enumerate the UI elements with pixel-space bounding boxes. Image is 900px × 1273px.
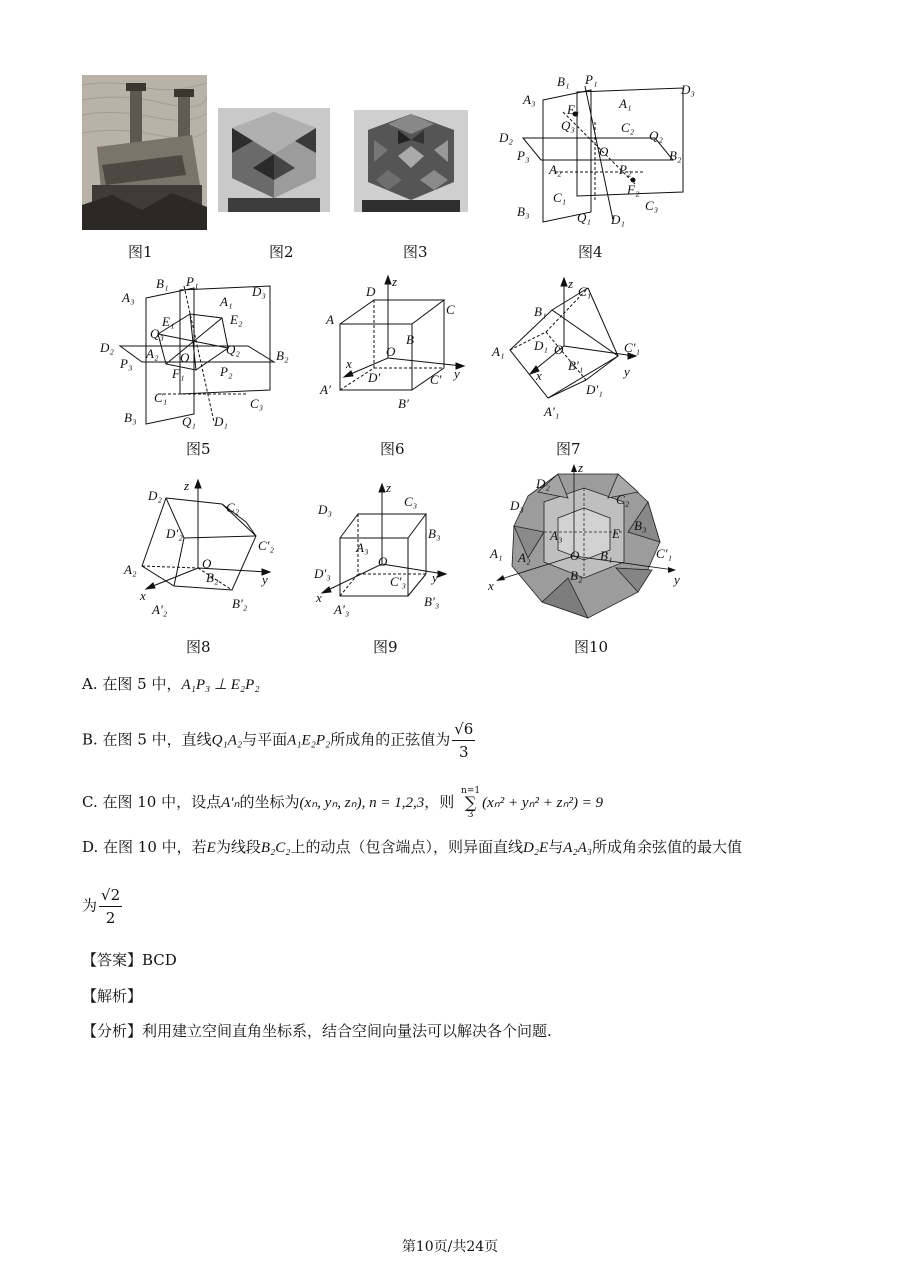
option-b-text3: 所成角的正弦值为: [330, 730, 451, 749]
figure-3-image: [354, 110, 468, 212]
fig7-label: D′₁: [586, 382, 603, 397]
fig9-label: A′₃: [334, 602, 350, 617]
option-b: [82, 718, 477, 763]
figure-10-caption: 图10: [574, 638, 609, 656]
fig4-label: F₂: [627, 182, 640, 197]
fig8-label: B′₂: [232, 596, 248, 611]
fig9-label: C₃: [404, 494, 418, 509]
fig10-label: z: [578, 462, 584, 475]
fig6-label: x: [346, 356, 352, 371]
figure-8-diagram: [122, 472, 282, 622]
figure-4-caption: 图4: [578, 243, 603, 261]
fig7-label: B′₁: [568, 358, 584, 373]
fig4-label: Q₁: [577, 210, 591, 225]
fig8-label: O: [202, 556, 212, 571]
fig8-label: y: [262, 572, 268, 587]
option-c: [82, 786, 603, 820]
figure-1-image: [82, 75, 207, 230]
option-b-line: Q₁A₂: [211, 732, 243, 749]
fig4-label: P₂: [619, 162, 632, 177]
fig10-label: B₂: [570, 568, 583, 583]
option-d-line-b: A₂A₃: [563, 840, 592, 856]
fig4-label: B₁: [557, 74, 570, 89]
fig7-label: O: [554, 342, 564, 357]
option-d-line-a: D₂E: [522, 840, 549, 856]
fig4-label: E₁: [567, 102, 580, 117]
fig6-label: C′: [430, 372, 442, 387]
fig4-label: B₂: [669, 148, 682, 163]
option-c-expression: (xₙ² + yₙ² + zₙ²) = 9: [482, 795, 604, 811]
fig6-label: z: [392, 274, 398, 289]
option-d-fraction: [99, 884, 122, 929]
fig7-label: B₁: [534, 304, 547, 319]
figure-5-diagram: [98, 274, 298, 434]
fig5-label: Q₁: [182, 414, 196, 429]
fig8-label: C′₂: [258, 538, 275, 553]
fig5-label: C₃: [250, 396, 264, 411]
fig8-label: x: [140, 588, 146, 603]
fig4-label: P₃: [517, 148, 530, 163]
option-d-denominator: 2: [105, 909, 116, 927]
fig6-label: D′: [368, 370, 381, 385]
option-d-text6: 为: [82, 896, 98, 915]
fig6-label: y: [454, 366, 460, 381]
figure-8-caption: 图8: [186, 638, 211, 656]
fig5-label: P₃: [120, 356, 133, 371]
option-b-plane: A₁E₂P₂: [287, 732, 331, 749]
fig4-label: Q₂: [649, 128, 663, 143]
fig5-label: C₁: [154, 390, 168, 405]
fig9-label: B₃: [428, 526, 441, 541]
figure-9-caption: 图9: [373, 638, 398, 656]
fig10-label: B₁: [600, 548, 613, 563]
fig8-label: D′₂: [166, 526, 183, 541]
fig9-label: x: [316, 590, 322, 605]
fig9-label: B′₃: [424, 594, 440, 609]
option-c-text3: ，则: [424, 793, 455, 811]
fig9-label: O: [378, 554, 388, 569]
fig7-label: C₁: [578, 284, 592, 299]
figure-10-diagram: [488, 462, 688, 627]
fig5-label: A₁: [220, 294, 233, 309]
option-c-coords: (xₙ, yₙ, zₙ), n = 1,2,3: [299, 795, 425, 811]
option-d-point: E: [206, 840, 216, 856]
figure-2-image: [218, 108, 330, 212]
option-c-text2: 的坐标为: [239, 793, 300, 811]
fig9-label: z: [386, 480, 392, 495]
option-b-fraction: [452, 718, 475, 763]
fig7-label: z: [568, 276, 574, 291]
option-d-text: D. 在图 10 中，若: [82, 838, 207, 856]
fig4-label: C₂: [621, 120, 635, 135]
fig8-label: z: [184, 478, 190, 493]
option-c-sum-bottom: 3: [467, 810, 474, 820]
fig7-label: y: [624, 364, 630, 379]
option-d-segment: B₂C₂: [260, 840, 291, 856]
figure-4-diagram: [495, 72, 700, 232]
fig6-label: A: [326, 312, 334, 327]
fig5-label: Q₃: [150, 326, 164, 341]
option-b-numerator: √6: [452, 718, 475, 741]
fig6-label: D: [366, 284, 376, 299]
fig4-label: D₃: [681, 82, 695, 97]
fig7-label: x: [536, 368, 542, 383]
option-d-text2: 为线段: [215, 838, 261, 856]
fig7-label: D₁: [534, 338, 548, 353]
fig7-label: A′₁: [544, 404, 560, 419]
fig5-label: D₁: [214, 414, 228, 429]
fig4-label: D₁: [611, 212, 625, 227]
fig4-label: A₁: [619, 96, 632, 111]
fig10-label: C₂: [616, 492, 630, 507]
option-c-sum: n=1 ∑ 3: [461, 786, 481, 820]
page-footer: 第10页/共24页: [401, 1239, 499, 1255]
option-b-text: B. 在图 5 中，直线: [82, 730, 212, 749]
option-b-denominator: 3: [459, 743, 469, 761]
option-a-math: A₁P₃ ⊥ E₂P₂: [181, 677, 260, 693]
option-c-sum-top: n=1: [461, 786, 481, 796]
fig9-label: D₃: [318, 502, 332, 517]
fig5-label: B₂: [276, 348, 289, 363]
figure-1-caption: 图1: [128, 243, 153, 261]
option-c-text: C. 在图 10 中，设点: [82, 793, 222, 811]
fig5-label: A₃: [122, 290, 135, 305]
fig5-label: D₃: [252, 284, 266, 299]
option-d-numerator: √2: [99, 884, 122, 907]
fig8-label: A′₂: [152, 602, 168, 617]
fig6-label: B: [406, 332, 414, 347]
figure-7-diagram: [488, 272, 648, 422]
option-b-text2: 与平面: [242, 730, 288, 749]
fig10-label: A₂: [518, 550, 531, 565]
fig6-label: O: [386, 344, 396, 359]
fig10-label: x: [488, 578, 494, 593]
fig4-label: D₂: [499, 130, 513, 145]
option-d-text5: 所成角余弦值的最大值: [591, 838, 742, 856]
fig9-label: C′₃: [390, 574, 407, 589]
fig8-label: B₂: [206, 570, 219, 585]
fig10-label: C′₁: [656, 546, 673, 561]
option-d-text4: 与: [548, 838, 564, 856]
fig4-label: Q₃: [561, 118, 575, 133]
analysis-text: 【分析】利用建立空间直角坐标系，结合空间向量法可以解决各个问题.: [82, 1022, 552, 1040]
fig6-label: A′: [320, 382, 331, 397]
analysis-title: 【解析】: [82, 987, 143, 1005]
figure-7-caption: 图7: [556, 440, 581, 458]
option-a-text: A. 在图 5 中，: [82, 675, 182, 693]
fig5-label: F₁: [172, 366, 185, 381]
figure-6-diagram: [318, 272, 468, 422]
fig5-label: A₂: [146, 346, 159, 361]
fig4-label: C₁: [553, 190, 567, 205]
option-a: [82, 673, 260, 696]
fig4-label: O: [599, 144, 609, 159]
fig5-label: P₂: [220, 364, 233, 379]
figure-5-caption: 图5: [186, 440, 211, 458]
fig10-label: E: [612, 526, 620, 541]
fig8-label: C₂: [226, 500, 240, 515]
fig5-label: P₁: [186, 274, 199, 289]
fig9-label: A₃: [356, 540, 369, 555]
fig4-label: B₃: [517, 204, 530, 219]
fig4-label: C₃: [645, 198, 659, 213]
fig6-label: C: [446, 302, 455, 317]
fig5-label: D₂: [100, 340, 114, 355]
option-d-text3: 上的动点（包含端点），则异面直线: [290, 838, 523, 856]
figure-6-caption: 图6: [380, 440, 405, 458]
figure-9-diagram: [310, 478, 460, 623]
figure-2-caption: 图2: [269, 243, 294, 261]
option-d-line2: [82, 884, 124, 929]
fig5-label: Q₂: [226, 342, 240, 357]
fig10-label: D₃: [510, 498, 524, 513]
fig10-label: y: [674, 572, 680, 587]
answer: 【答案】BCD: [82, 951, 177, 969]
fig8-label: A₂: [124, 562, 137, 577]
fig4-label: A₂: [549, 162, 562, 177]
fig10-label: B₃: [634, 518, 647, 533]
option-d-line1: [82, 836, 742, 859]
fig10-label: O: [570, 548, 580, 563]
fig9-label: y: [432, 570, 438, 585]
option-c-point: A′ₙ: [221, 795, 240, 811]
fig8-label: D₂: [148, 488, 162, 503]
fig5-label: E₁: [162, 314, 175, 329]
fig4-label: P₁: [585, 72, 598, 87]
fig9-label: D′₃: [314, 566, 331, 581]
fig5-label: B₃: [124, 410, 137, 425]
fig7-label: C′₁: [624, 340, 641, 355]
fig5-label: B₁: [156, 276, 169, 291]
fig5-label: E₂: [230, 312, 243, 327]
fig4-label: A₃: [523, 92, 536, 107]
fig10-label: D₂: [536, 476, 550, 491]
fig10-label: A₁: [490, 546, 503, 561]
fig6-label: B′: [398, 396, 409, 411]
fig7-label: A₁: [492, 344, 505, 359]
fig5-label: O: [180, 350, 190, 365]
figure-3-caption: 图3: [403, 243, 428, 261]
fig10-label: A₃: [550, 528, 563, 543]
